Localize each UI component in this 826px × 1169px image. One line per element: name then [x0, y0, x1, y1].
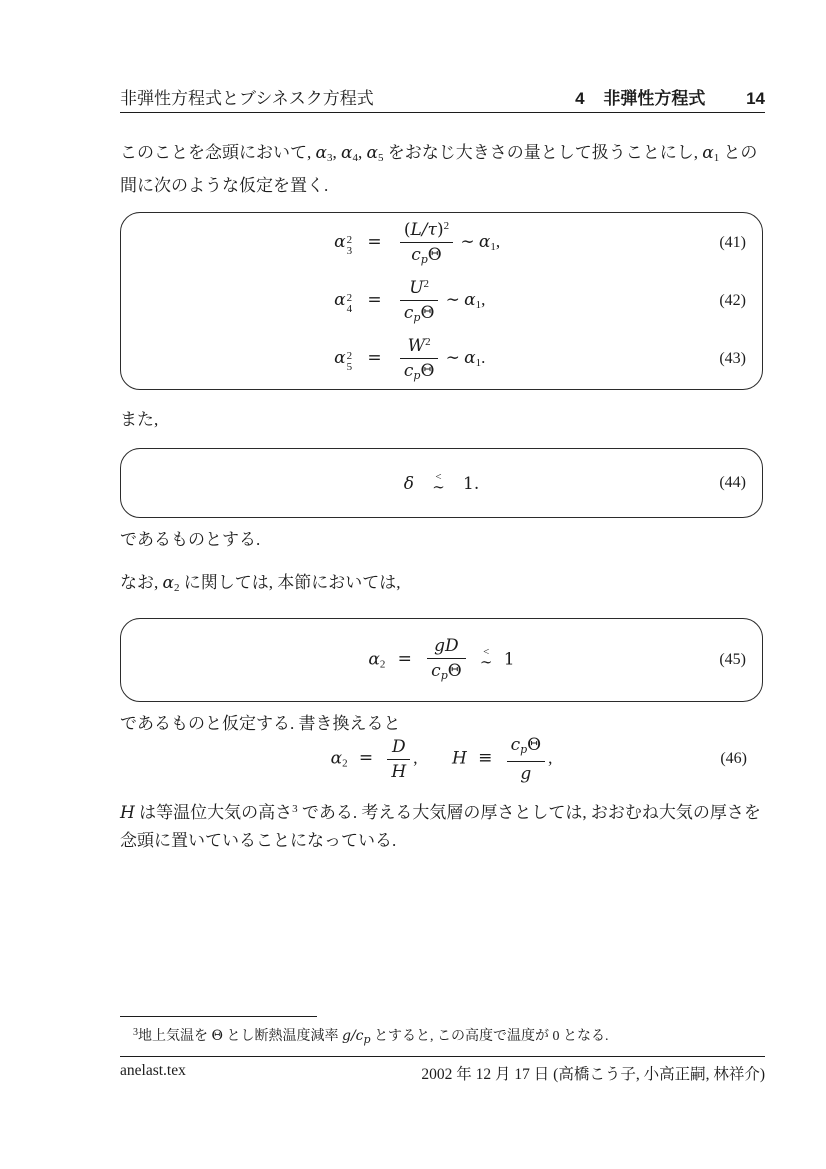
equation-box-45	[120, 618, 763, 702]
footer-rule	[120, 1056, 765, 1057]
eq-number-45: (45)	[719, 651, 746, 668]
page-header	[120, 84, 765, 109]
paragraph-intro-text-2: をおなじ大きさの量として扱うことにし,	[383, 143, 703, 162]
equation-box-44	[120, 448, 763, 518]
equation-row-42	[121, 274, 762, 328]
paragraph-mata: また,	[120, 410, 159, 429]
header-doc-title: 非弾性方程式とブシネスク方程式	[120, 89, 374, 108]
footnote-rule	[120, 1016, 317, 1017]
eq42-lhs: α 2 4	[334, 289, 353, 315]
paragraph-dearu-2: であるものと仮定する. 書き換えると	[120, 714, 401, 733]
inline-math-alpha3: α	[315, 143, 327, 163]
footnote-reference-mark: 3	[292, 803, 298, 815]
eq46-equals: =	[358, 747, 374, 768]
eq43-equals: =	[367, 347, 382, 368]
equation-row-41	[121, 216, 762, 270]
eq45-rhs: 1	[503, 648, 515, 669]
eq-number-41: (41)	[719, 234, 746, 251]
eq45-lesssim: < ∼	[479, 645, 493, 671]
eq42-rhs: $\frac{U^2}{\text{cpΘ}}$ ∼ $\alpha_1$,	[397, 274, 593, 328]
eq46-content: $\alpha_2$ = $\frac{D}{H}$ , H ≡ $\frac{\text{cpΘ}}{g}$ ,	[330, 734, 553, 784]
eq41-equals: =	[367, 231, 382, 252]
footer-date-authors: 2002 年 12 月 17 日 (高橋こう子, 小高正嗣, 林祥介)	[421, 1066, 765, 1083]
paragraph-intro: このことを念頭において, $\alpha_3$, $\alpha_4$, $\alpha_5$ をおなじ大きさの量として扱うことにし, $\alpha_1$ との間に次のような仮定を置く.	[120, 143, 758, 195]
header-right	[575, 84, 765, 109]
eq43-rhs: $\frac{W^2}{\text{cpΘ}}$ ∼ $\alpha_1$.	[397, 332, 593, 386]
footnote-marker: 3	[133, 1027, 138, 1038]
eq46-H: H	[451, 747, 467, 768]
equation-row-43	[121, 332, 762, 386]
paragraph-dearu-1: であるものとする.	[120, 530, 261, 549]
header-rule	[120, 112, 765, 113]
eq-number-42: (42)	[719, 292, 746, 309]
eq43-sim: ∼	[445, 347, 460, 368]
header-section-title: 非弾性方程式	[603, 89, 706, 108]
paragraph-H: H は等温位大気の高さ$^3$ である. 考える大気層の厚さとしては, おおむね大気の厚さを念頭に置いていることになっている.	[120, 803, 761, 850]
equation-row-44	[121, 470, 762, 496]
equation-box-41-43	[120, 212, 763, 390]
eq46-fraction-2: $\frac{\text{cpΘ}}{g}$	[507, 734, 546, 785]
equation-row-46	[120, 733, 763, 785]
header-page-number: 14	[746, 89, 765, 108]
paragraph-intro-text-1: このことを念頭において,	[120, 143, 316, 162]
eq42-equals: =	[367, 289, 382, 310]
eq45-alpha: α	[368, 648, 380, 669]
eq-number-43: (43)	[719, 350, 746, 367]
eq45-equals: =	[397, 648, 412, 669]
eq44-lesssim: < ∼	[432, 470, 445, 496]
footnote: $^3$地上気温を Θ とし断熱温度減率 $g/c_p$ とすると, この高度で温度が 0 となる.	[133, 1027, 609, 1046]
eq41-rhs: $\frac{(L/\tau)^2}{\text{cpΘ}}$ ∼ $\alpha_1$,	[397, 216, 593, 270]
eq46-alpha: α	[330, 747, 343, 768]
paragraph-nao: なお, $\alpha_2$ に関しては, 本節においては,	[120, 573, 401, 594]
eq42-fraction: $\frac{U^2}{\text{cpΘ}}$	[400, 274, 439, 328]
page-footer	[120, 1062, 765, 1084]
eq-number-46: (46)	[720, 750, 747, 767]
inline-math-alpha4: α	[340, 143, 353, 163]
eq41-sim: ∼	[460, 231, 475, 252]
eq44-delta: δ	[403, 473, 414, 494]
inline-math-alpha2: α	[162, 573, 174, 593]
footer-filename: anelast.tex	[120, 1062, 186, 1079]
eq42-sim: ∼	[445, 289, 460, 310]
eq44-rhs: 1.	[463, 473, 480, 494]
footnote-math-lapse-rate: g/c	[341, 1028, 364, 1044]
eq45-fraction: $\frac{gD}{\text{cpΘ}}$	[427, 635, 466, 686]
eq43-lhs: α 2 5	[334, 347, 353, 373]
footnote-theta: Θ	[211, 1028, 223, 1044]
eq-number-44: (44)	[719, 474, 746, 491]
paragraph-intro-text-3: との間に次のような仮定を置く.	[120, 143, 758, 195]
eq46-fraction-1: $\frac{D}{H}$	[387, 736, 410, 783]
eq43-fraction: $\frac{W^2}{\text{cpΘ}}$	[400, 332, 439, 386]
eq46-equiv: ≡	[478, 747, 493, 768]
inline-math-alpha1: α	[702, 143, 714, 163]
eq41-lhs: α 2 3	[334, 231, 353, 257]
equation-row-45: $\alpha_2$ = $\frac{gD}{\text{cpΘ}}$ < ∼ 1 (45)	[121, 635, 762, 686]
inline-math-H: H	[120, 803, 135, 823]
inline-math-alpha5: α	[366, 143, 378, 163]
header-section-number: 4	[575, 89, 585, 108]
eq41-fraction: $\frac{(L/\tau)^2}{\text{cpΘ}}$	[400, 216, 453, 270]
